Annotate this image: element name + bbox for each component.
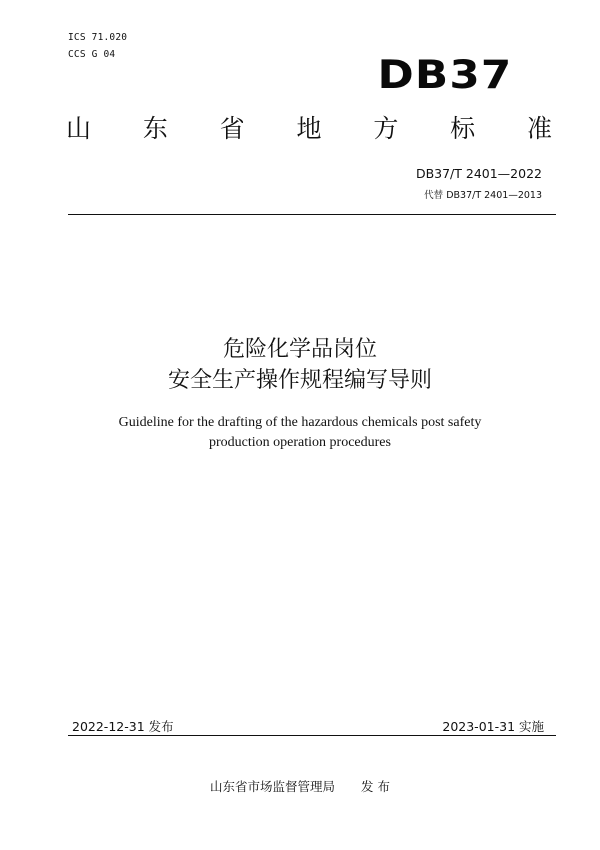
standard-type-char: 东: [142, 114, 168, 143]
title-cn-line1: 危险化学品岗位: [222, 337, 377, 362]
standard-type-heading: [66, 116, 552, 141]
standard-type-char: 省: [219, 114, 245, 143]
bottom-divider: [68, 735, 556, 736]
standard-type-char: 地: [296, 114, 322, 143]
standard-number: DB37/T 2401—2022: [415, 166, 542, 181]
issuer-line: [0, 777, 600, 795]
standard-type-char: 准: [526, 114, 552, 143]
issuer-name: 山东省市场监督管理局: [210, 779, 336, 794]
ics-code: ICS 71.020: [68, 32, 128, 43]
standard-type-char: 山: [66, 114, 92, 143]
standard-type-char: 标: [450, 114, 476, 143]
standard-type-char: 方: [373, 114, 399, 143]
issued-label: 发 布: [361, 779, 390, 794]
replaces-note: 代替 DB37/T 2401—2013: [424, 190, 542, 201]
top-divider: [68, 214, 556, 215]
db37-logo: DB37: [377, 53, 512, 98]
issue-date: 2022-12-31 发布: [72, 719, 174, 734]
title-cn-line2: 安全生产操作规程编写导则: [167, 368, 432, 393]
ccs-code: CCS G 04: [68, 49, 116, 60]
title-en: Guideline for the drafting of the hazardous chemicals post safety production operation procedures: [118, 415, 482, 450]
implementation-date: 2023-01-31 实施: [442, 719, 544, 734]
